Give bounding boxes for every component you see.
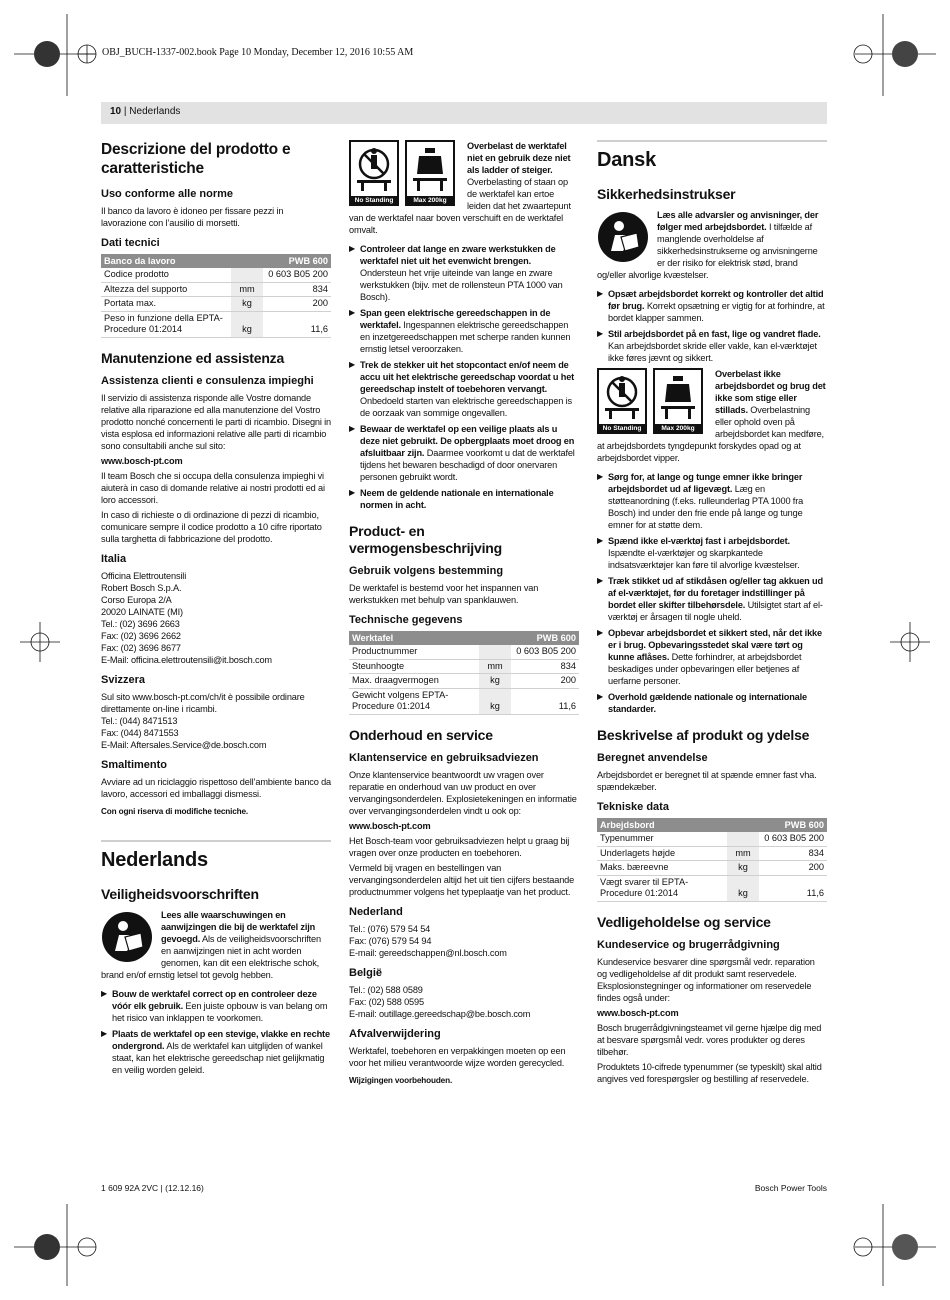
address-line: Officina Elettroutensili [101,570,187,581]
da-warning-block [597,209,827,284]
da-use-text: Arbejdsbordet er beregnet til at spænde emner fast vha. spændekæber. [597,770,817,792]
da-warn-bold: Læs alle advarsler og anvisninger, der følger med arbejdsbordet. [657,210,819,232]
it-use-text: Il banco da lavoro è idoneo per fissare pezzi in lavorazione con l’ausilio di morsetti. [101,206,284,228]
da-service-title: Vedligeholdelse og service [597,913,771,930]
it-use-heading: Uso conforme alle norme [101,188,234,200]
nl-disposal-heading: Afvalverwijdering [349,1027,441,1040]
it-spec-table [101,254,331,338]
row-unit [231,268,263,282]
it-service-p3: In caso di richieste o di ordinazione di pezzi di ricambio, comunicare sempre il codice prodotto a 10 cifre riportato sulla targhetta di fabbricazione del prodotto. [101,509,322,544]
row-value: 834 [263,282,331,297]
nl-service-p2: Het Bosch-team voor gebruiksadviezen helpt u graag bij vragen over onze producten en toebehoren. [349,835,570,858]
nl-reserve: Wijzigingen voorbehouden. [349,1075,453,1085]
nl-overload-bold: Overbelast de werktafel niet en gebruik deze niet als ladder of steiger. [467,141,571,175]
da-service-heading: Kundeservice og brugerrådgivning [597,938,780,951]
address-line: Fax: (02) 3696 2662 [101,630,181,641]
da-safety-title: Sikkerhedsinstrukser [597,186,736,202]
list-item: ▶ Plaats de werktafel op een stevige, vlakke en rechte ondergrond. Als de werktafel kan uitglijden of wankel staat, kan het elektrische gereedschap niet gelijkmatig en veilig worden geleid. [101,1028,330,1075]
row-label: Max. draagvermogen [349,674,479,689]
nl-disposal-text: Werktafel, toebehoren en verpakkingen moeten op een voor het milieu verantwoorde wijze worden gerecycled. [349,1045,566,1068]
row-label: Steunhoogte [349,659,479,674]
nl-nl-address [349,923,579,959]
row-label: Vægt svarer til EPTA-Procedure 01:2014 [597,875,727,901]
it-service-url[interactable]: www.bosch-pt.com [101,455,183,466]
read-manual-icon [101,911,153,963]
table-row [349,659,579,674]
da-bullets-b [597,471,827,715]
nl-use-text: De werktafel is bestemd voor het inspannen van werkstukken met behulp van spanklauwen. [349,583,539,605]
address-line: E-mail: outillage.gereedschap@be.bosch.com [349,1008,531,1019]
footer-right: Bosch Power Tools [754,1183,827,1193]
row-label: Productnummer [349,645,479,659]
row-unit: mm [727,846,759,861]
address-line: E-Mail: Aftersales.Service@de.bosch.com [101,739,267,750]
row-unit: kg [479,688,511,714]
row-unit [479,645,511,659]
row-value: 834 [511,659,579,674]
it-disposal-text: Avviare ad un riciclaggio rispettoso dell’ambiente banco da lavoro, accessori ed imballaggi dismessi. [101,776,331,799]
table-row [101,311,331,337]
nl-service-url[interactable]: www.bosch-pt.com [349,820,431,831]
row-value: 11,6 [759,875,827,901]
row-label: Peso in funzione della EPTA-Procedure 01:2014 [101,311,231,337]
table-header-model: PWB 600 [263,254,331,268]
row-value: 0 603 B05 200 [511,645,579,659]
row-unit [727,832,759,846]
row-label: Typenummer [597,832,727,846]
list-item: ▶ Spænd ikke el-værktøj fast i arbejdsbordet. Ispændte el-værktøjer og skarpkantede indsatsværktøjer kan føre til alvorlige kvæstelser. [597,536,800,570]
row-value: 0 603 B05 200 [759,832,827,846]
it-service-p2: Il team Bosch che si occupa della consulenza impieghi vi aiuterà in caso di domande relative ai nostri prodotti ed ai loro accessori. [101,470,325,505]
nl-tech-heading: Technische gegevens [349,614,463,626]
da-use-heading: Beregnet anvendelse [597,752,708,764]
it-italia-heading: Italia [101,552,127,565]
nl-be-heading: België [349,966,383,979]
footer-left: 1 609 92A 2VC | (12.12.16) [101,1183,204,1193]
da-bullets-a [597,288,827,364]
max-load-icon [653,368,703,434]
row-value: 11,6 [511,688,579,714]
nl-lang-title: Nederlands [101,840,331,872]
page-number: 10 [110,106,122,117]
address-line: 20020 LAINATE (MI) [101,606,183,617]
nl-service-p1: Onze klantenservice beantwoordt uw vragen over reparatie en onderhoud van uw product en over vervangingsonderdelen. Explosietekeningen en informatie over vervangingsonderdelen vindt u ook op: [349,769,577,816]
row-unit: kg [231,311,263,337]
list-item: ▶ Overhold gældende nationale og internationale standarder. [597,692,807,714]
it-title: Descrizione del prodotto e caratteristiche [101,141,291,177]
list-item: ▶ Bewaar de werktafel op een veilige plaats als u deze niet gebruikt. De opbergplaats moet droog en afsluitbaar zijn. Daarmee voorkomt u dat de werktafel tijdens het bewaren beschadigd of door onervaren personen gebruikt wordt. [349,424,575,482]
nl-overload-text: Overbelasting of staan op de werktafel kan ertoe leiden dat het zwaartepunt van de werktafel naar boven verschuift en de werktafel omvalt. [349,177,571,235]
row-unit: kg [727,861,759,876]
pic-caption: No Standing [597,424,647,434]
list-item: ▶ Sørg for, at lange og tunge emner ikke bringer arbejdsbordet ud af ligevægt. Læg en støtteanordning (f.eks. rulleunderlag PTA 1000 fra Bosch) ind under den frie ende på lange og tunge emner for at støtte dem. [597,472,804,530]
row-label: Underlagets højde [597,846,727,861]
table-header-model: PWB 600 [511,631,579,645]
da-overload-text: Overbelastning eller ophold oven på arbejdsbordet kan medføre, at arbejdsbordets tyngdepunkt forskydes opad og at arbejdsbordet vipper. [597,405,824,463]
da-overload-block [597,368,827,467]
address-line: E-Mail: officina.elettroutensili@it.bosch.com [101,654,272,665]
nl-service-heading: Klantenservice en gebruiksadviezen [349,751,539,764]
no-standing-icon [349,140,399,206]
address-line: Robert Bosch S.p.A. [101,582,182,593]
da-service-url[interactable]: www.bosch-pt.com [597,1007,679,1018]
list-item: ▶ Stil arbejdsbordet på en fast, lige og vandret flade. Kan arbejdsbordet skride eller vakle, kan el-værktøjet ikke føres jævnt og sikkert. [597,329,821,363]
pic-caption: No Standing [349,196,399,206]
row-unit: mm [479,659,511,674]
list-item: ▶ Span geen elektrische gereedschappen in de werktafel. Ingespannen elektrische gereedschappen en inzetgereedschappen met scherpe randen kunnen ernstig letsel veroorzaken. [349,308,571,354]
address-line: Fax: (044) 8471553 [101,727,179,738]
nl-warn-bold: Lees alle waarschuwingen en aanwijzingen die bij de werktafel zijn gevoegd. [161,909,316,944]
table-row [597,832,827,846]
it-service-heading: Assistenza clienti e consulenza impieghi [101,374,314,387]
nl-safety-title: Veiligheidsvoorschriften [101,885,259,902]
row-value: 11,6 [263,311,331,337]
list-item: ▶ Bouw de werktafel correct op en controleer deze vóór elk gebruik. Een juiste opbouw is van belang om het risico van inklappen te voorkomen. [101,988,328,1023]
nl-be-address [349,984,579,1020]
address-line: Sul sito www.bosch-pt.com/ch/it è possibile ordinare direttamente on-line i ricambi. [101,691,305,714]
row-label: Altezza del supporto [101,282,231,297]
read-manual-icon [597,211,649,263]
list-item: ▶ Trek de stekker uit het stopcontact en/of neem de accu uit het elektrische gereedschap voordat u het gereedschap instelt of toebehoren vervangt. Onbedoeld starten van elektrische gereedschappen is de oorzaak van sommige ongevallen. [349,360,575,418]
column-italian-dutch [101,140,331,1080]
row-label: Maks. bæreevne [597,861,727,876]
row-label: Gewicht volgens EPTA-Procedure 01:2014 [349,688,479,714]
row-unit: kg [231,297,263,312]
da-tech-heading: Tekniske data [597,801,669,813]
table-header-label: Banco da lavoro [101,254,263,268]
nl-use-heading: Gebruik volgens bestemming [349,565,504,577]
row-unit: mm [231,282,263,297]
it-service-p1: Il servizio di assistenza risponde alle Vostre domande relative alla riparazione ed alla manutenzione del Vostro prodotto nonché concernenti le parti di ricambio. Disegni in vista esplosa ed informazioni relative alle parti di ricambio sono consultabili anche sul sito: [101,392,332,451]
table-row [349,674,579,689]
list-item: ▶ Neem de geldende nationale en internationale normen in acht. [349,488,554,510]
table-row [597,861,827,876]
list-item: ▶ Controleer dat lange en zware werkstukken de werktafel niet uit het evenwicht brengen. Ondersteun het vrije uiteinde van lange en zware werkstukken (bijv. met de rollensteun PTA 1000 van Bosch). [349,244,563,302]
table-header-label: Arbejdsbord [597,818,759,832]
row-unit: kg [727,875,759,901]
page-header: 10 | Nederlands [110,106,181,117]
da-service-p3: Produktets 10-cifrede typenummer (se typeskilt) skal altid angives ved forespørgsler og bestilling af reservedele. [597,1061,822,1084]
address-line: Tel.: (076) 579 54 54 [349,923,431,934]
nl-overload-block [349,140,579,239]
list-item: ▶ Træk stikket ud af stikdåsen og/eller tag akkuen ud af el-værktøjet, før du foretager indstillinger på bordet eller skifter tilbehørsdele. Utilsigtet start af el-værktøj er årsagen til nogle uheld. [597,576,823,622]
row-value: 200 [511,674,579,689]
nl-warning-block [101,909,331,984]
row-value: 200 [263,297,331,312]
address-line: Fax: (02) 3696 8677 [101,642,181,653]
da-service-p2: Bosch brugerrådgivningsteamet vil gerne hjælpe dig med at besvare spørgsmål vedr. vores produkter og deres tilbehør. [597,1022,822,1057]
address-line: Tel.: (02) 588 0589 [349,984,423,995]
list-item: ▶ Opbevar arbejdsbordet et sikkert sted, når det ikke er i brug. Opbevaringsstedet skal være tørt og kunne aflåses. Dette forhindrer, at arbejdsbordet beskadiges under opbevaringen eller betjenes af uerfarne personer. [597,628,822,686]
column-dutch [349,140,579,1090]
pic-caption: Max 200kg [405,196,455,206]
nl-bullets-a [101,988,331,1076]
da-product-title: Beskrivelse af produkt og ydelse [597,727,810,743]
it-reserve: Con ogni riserva di modifiche tecniche. [101,806,249,816]
table-row [597,846,827,861]
page-header-bar [101,102,827,124]
it-italia-address [101,570,331,666]
table-row [101,282,331,297]
nl-spec-table [349,631,579,715]
nl-service-title: Onderhoud en service [349,726,493,743]
address-line: Tel.: (044) 8471513 [101,715,178,726]
print-header: OBJ_BUCH-1337-002.book Page 10 Monday, December 12, 2016 10:55 AM [102,47,414,58]
table-row [349,645,579,659]
it-disposal-heading: Smaltimento [101,758,168,771]
table-header-model: PWB 600 [759,818,827,832]
list-item: ▶ Opsæt arbejdsbordet korrekt og kontroller det altid før brug. Korrekt opsætning er vigtig for at forhindre, at bordet klapper sammen. [597,289,825,323]
table-row [101,268,331,282]
address-line: Tel.: (02) 3696 2663 [101,618,180,629]
pic-caption: Max 200kg [653,424,703,434]
da-warn-text: I tilfælde af manglende overholdelse af sikkerhedsinstrukserne og anvisningerne er der risiko for elektrisk stød, brand og/eller alvorlige kvæstelser. [597,222,818,280]
nl-warn-text: Als de veiligheidsvoorschriften en aanwijzingen niet in acht worden genomen, kan dit een elektrische schok, brand en/of ernstig letsel tot gevolg hebben. [101,933,321,980]
table-row [349,688,579,714]
nl-nl-heading: Nederland [349,905,403,918]
row-label: Codice prodotto [101,268,231,282]
da-overload-bold: Overbelast ikke arbejdsbordet og brug det ikke som stige eller stillads. [715,369,826,415]
da-pictograms [597,368,709,434]
it-svizzera-heading: Svizzera [101,673,146,686]
row-label: Portata max. [101,297,231,312]
address-line: Fax: (02) 588 0595 [349,996,424,1007]
row-value: 0 603 B05 200 [263,268,331,282]
address-line: Corso Europa 2/A [101,594,172,605]
max-load-icon [405,140,455,206]
it-service-title: Manutenzione ed assistenza [101,349,285,366]
address-line: E-mail: gereedschappen@nl.bosch.com [349,947,507,958]
no-standing-icon [597,368,647,434]
nl-service-p3: Vermeld bij vragen en bestellingen van vervangingsonderdelen altijd het uit tien cijfers bestaande productnummer volgens het typeplaatje van het product. [349,862,575,897]
da-service-p1: Kundeservice besvarer dine spørgsmål vedr. reparation og vedligeholdelse af dit produkt samt reservedele. Eksplosionstegninger og informationer om reservedele findes også under: [597,956,815,1003]
address-line: Fax: (076) 579 54 94 [349,935,432,946]
page-section: Nederlands [129,106,181,117]
nl-pictograms [349,140,461,206]
nl-product-title: Product- en vermogensbeschrijving [349,523,502,556]
row-value: 834 [759,846,827,861]
da-spec-table [597,818,827,902]
da-lang-title: Dansk [597,140,827,172]
nl-bullets-b [349,243,579,511]
it-svizzera-address [101,691,331,751]
table-row [101,297,331,312]
table-header-label: Werktafel [349,631,511,645]
row-unit: kg [479,674,511,689]
table-row [597,875,827,901]
it-tech-heading: Dati tecnici [101,237,160,249]
column-danish [597,140,827,1088]
row-value: 200 [759,861,827,876]
